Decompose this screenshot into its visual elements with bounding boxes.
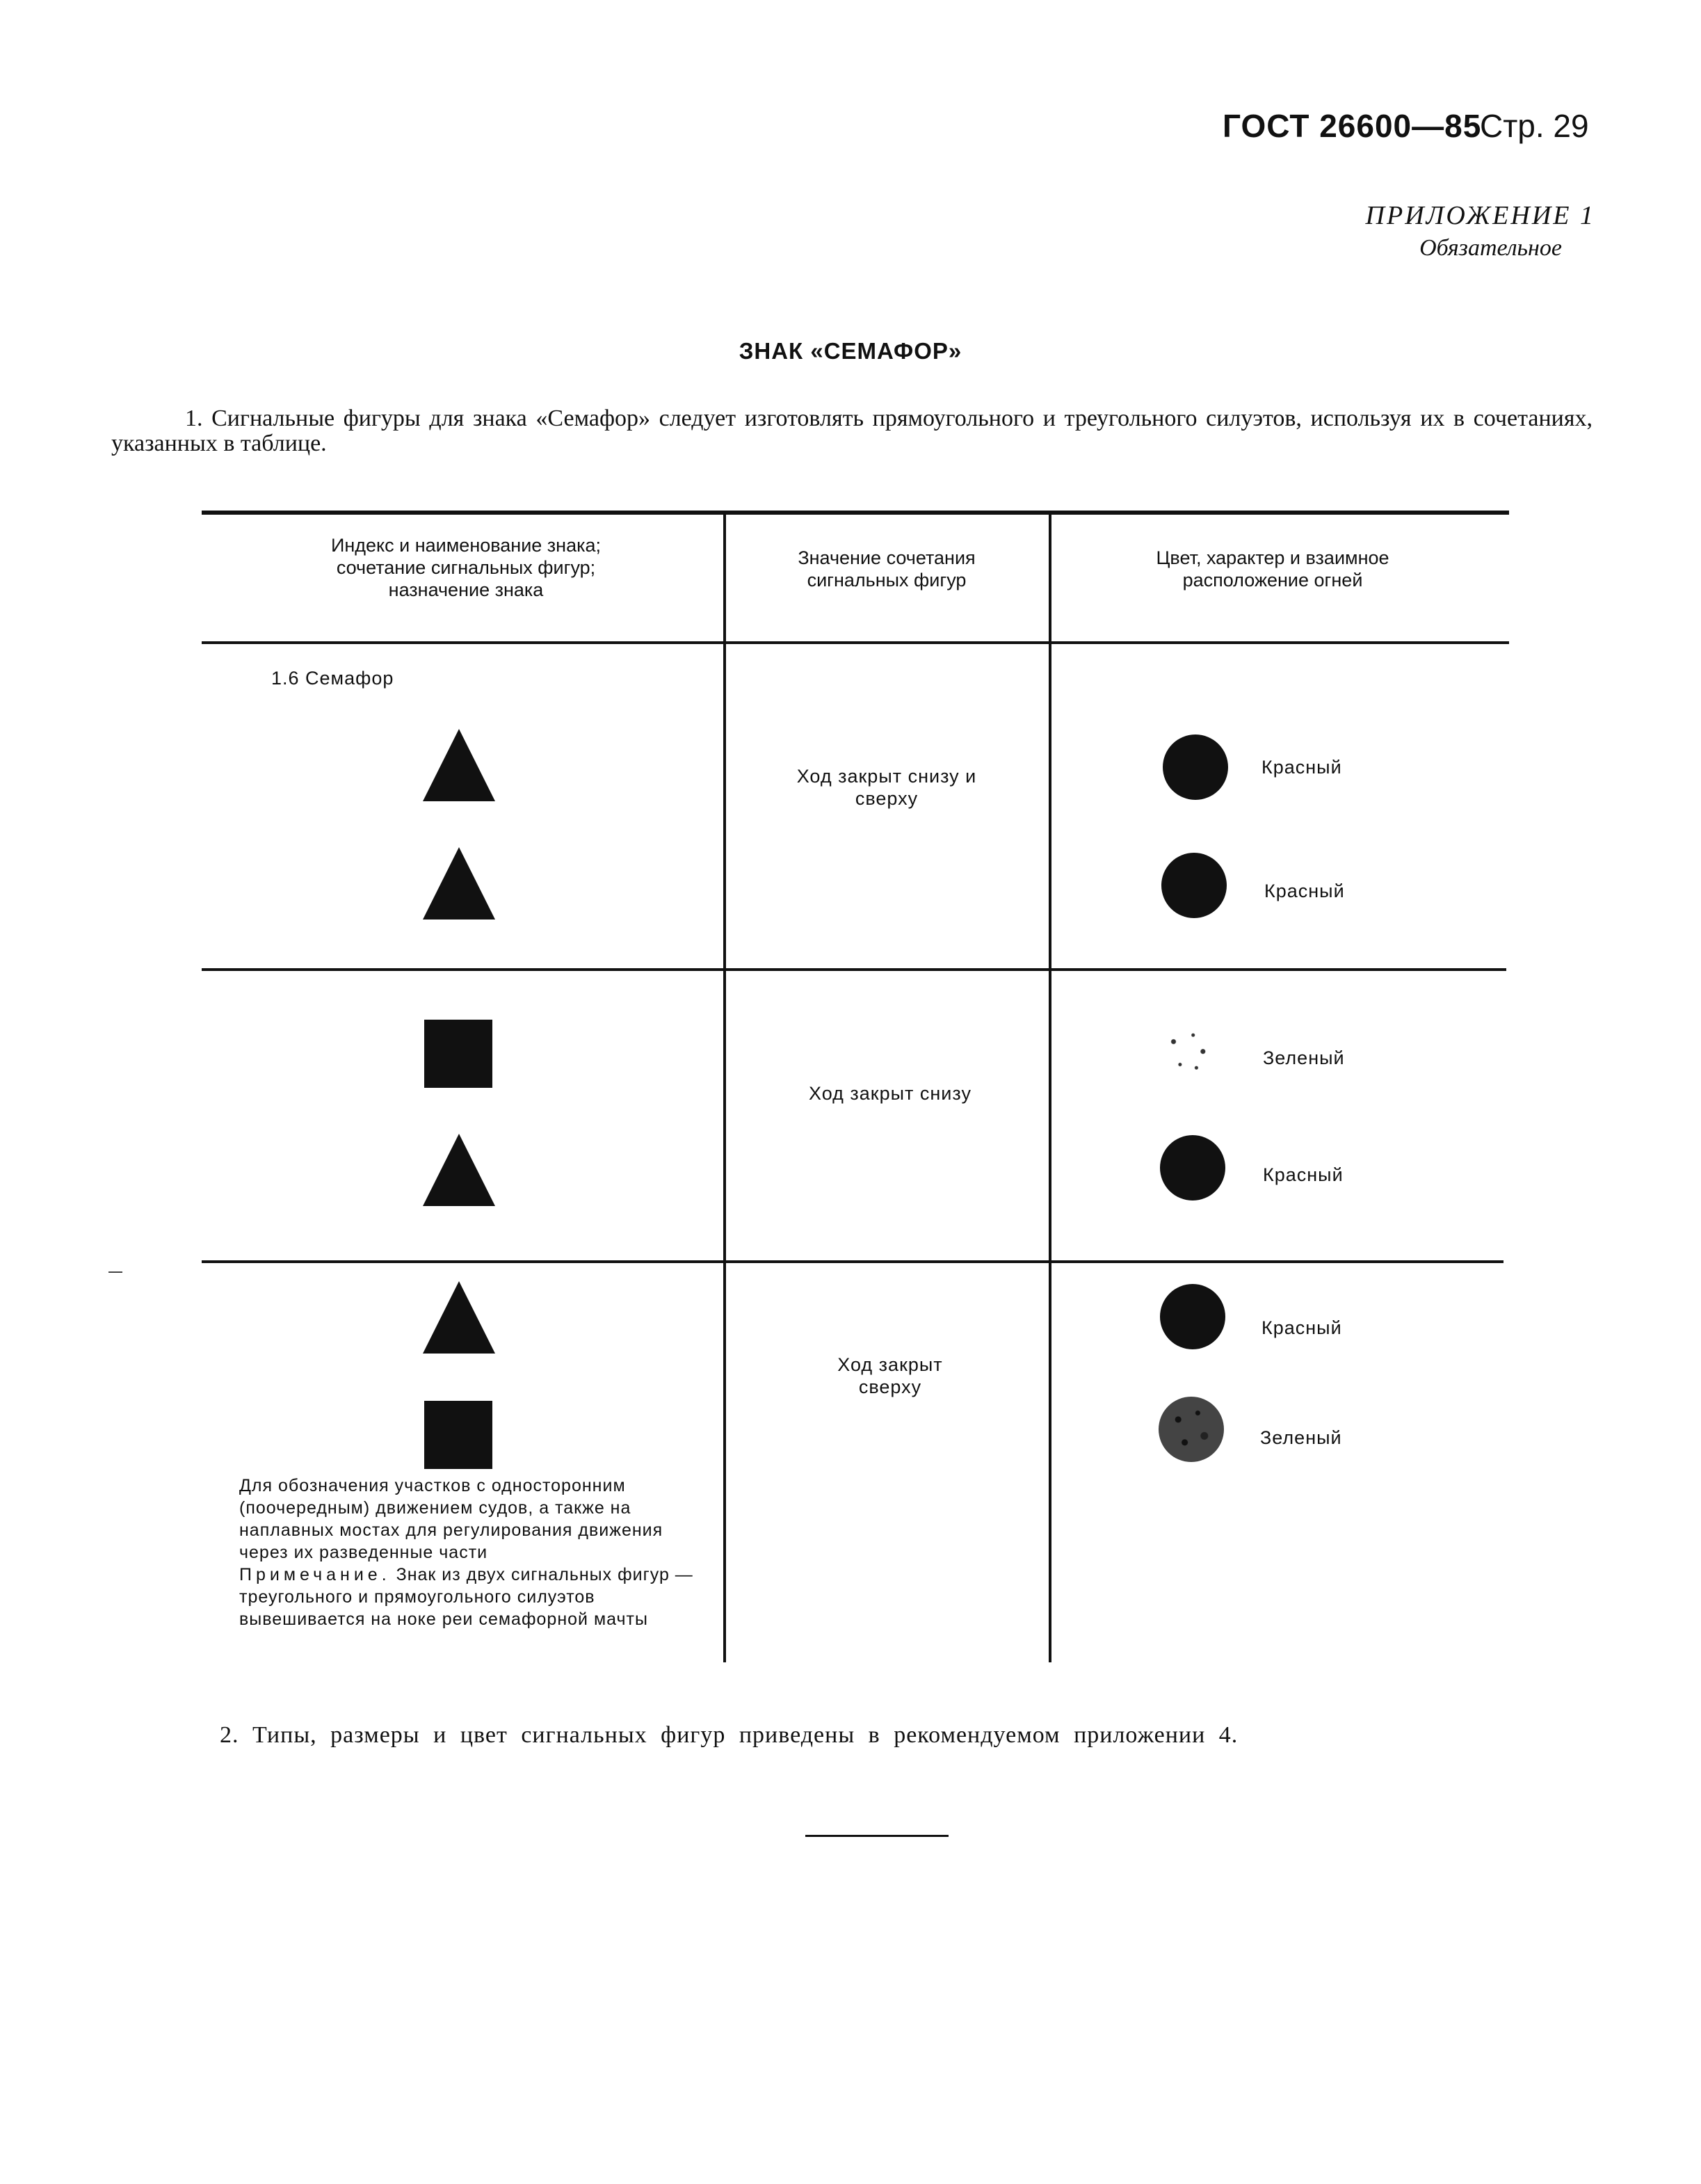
- table-top-rule: [202, 511, 1509, 515]
- red-light-icon: [1163, 734, 1228, 800]
- square-figure-icon: [424, 1401, 492, 1469]
- table-row-rule: [202, 1260, 1504, 1263]
- table-header-index: Индекс и наименование знака; сочетание сигнальных фигур; назначение знака: [330, 535, 602, 600]
- table-note: [239, 1564, 698, 1630]
- light-color-label: Красный: [1261, 757, 1342, 778]
- table-header-rule: [202, 641, 1509, 644]
- light-color-label: Зеленый: [1263, 1047, 1345, 1068]
- triangle-figure-icon: [423, 729, 495, 801]
- combination-meaning: Ход закрыт снизу и сверху: [796, 766, 977, 809]
- table-header-meaning: Значение сочетания сигнальных фигур: [798, 547, 976, 591]
- triangle-figure-icon: [423, 847, 495, 920]
- light-color-label: Зеленый: [1260, 1427, 1342, 1448]
- red-light-icon: [1160, 1284, 1225, 1349]
- table-column-rule: [1049, 511, 1051, 1662]
- table-row-rule: [202, 968, 1506, 971]
- intro-paragraph: 1. Сигнальные фигуры для знака «Семафор» следует изготовлять прямоугольного и треугольного силуэтов, используя их в сочетаниях, указанных в таблице.: [111, 406, 1593, 456]
- triangle-figure-icon: [423, 1134, 495, 1206]
- note-text: Знак из двух сигнальных фигур — треугольного и прямоугольного силуэтов вывешивается на ноке реи семафорной мачты: [239, 1565, 693, 1629]
- closing-paragraph: 2. Типы, размеры и цвет сигнальных фигур приведены в рекомендуемом приложении 4.: [220, 1722, 1239, 1748]
- end-of-section-rule: [805, 1835, 949, 1837]
- document-number: ГОСТ 26600—85: [1223, 108, 1482, 144]
- table-column-rule: [723, 511, 726, 1662]
- appendix-status: Обязательное: [1419, 235, 1562, 261]
- section-title: ЗНАК «СЕМАФОР»: [739, 338, 962, 364]
- green-light-icon: [1157, 1015, 1223, 1081]
- table-header-lights: Цвет, характер и взаимное расположение огней: [1156, 547, 1389, 591]
- appendix-title: ПРИЛОЖЕНИЕ 1: [1365, 201, 1595, 230]
- light-color-label: Красный: [1261, 1317, 1342, 1338]
- square-figure-icon: [424, 1020, 492, 1088]
- combination-meaning: Ход закрыт снизу: [809, 1083, 972, 1104]
- green-light-icon: [1159, 1397, 1224, 1462]
- red-light-icon: [1161, 853, 1227, 918]
- combination-meaning: Ход закрыт сверху: [837, 1354, 943, 1397]
- margin-mark: [108, 1271, 122, 1273]
- light-color-label: Красный: [1264, 881, 1345, 901]
- page-number: Стр. 29: [1480, 108, 1589, 144]
- red-light-icon: [1160, 1135, 1225, 1201]
- sign-label: 1.6 Семафор: [271, 668, 394, 689]
- light-color-label: Красный: [1263, 1164, 1344, 1185]
- triangle-figure-icon: [423, 1281, 495, 1354]
- sign-purpose: Для обозначения участков с односторонним (поочередным) движением судов, а также на наплавных мостах для регулирования движения через их разведенные части: [239, 1476, 663, 1562]
- note-label: Примечание.: [239, 1565, 391, 1584]
